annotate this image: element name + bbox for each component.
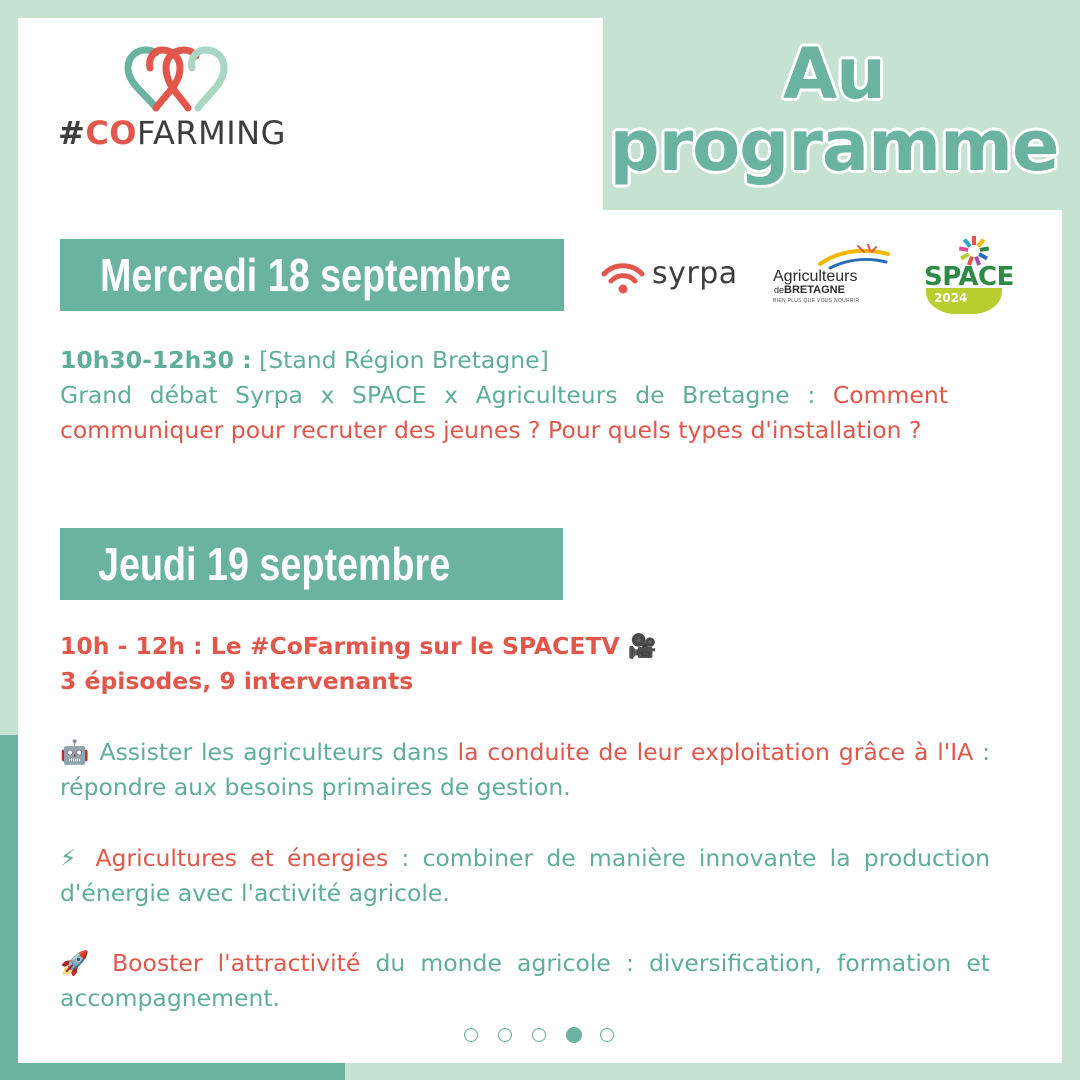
pagination-dot-2[interactable] xyxy=(498,1028,512,1042)
syrpa-wordmark: syrpa xyxy=(652,256,738,291)
carousel-pagination xyxy=(464,1027,624,1047)
background-accent-left xyxy=(0,735,18,1080)
wifi-icon xyxy=(600,256,646,300)
day1-banner: Mercredi 18 septembre xyxy=(60,239,564,311)
day2-banner: Jeudi 19 septembre xyxy=(60,528,563,600)
space-wordmark: SPACE xyxy=(924,262,1014,292)
syrpa-logo xyxy=(600,256,740,300)
day1-description xyxy=(60,343,948,448)
camera-icon: 🎥 xyxy=(627,632,658,660)
day1-question: Comment communiquer pour recruter des jeunes ? Pour quels types d'installation ? xyxy=(60,381,948,444)
robot-icon: 🤖 xyxy=(60,738,91,766)
day2-line1: 10h - 12h : Le #CoFarming sur le SPACETV xyxy=(60,632,620,660)
pagination-dot-4[interactable] xyxy=(566,1027,582,1043)
space-year-badge: 2024 xyxy=(926,288,1002,314)
list-item-attractivity: 🚀 Booster l'attractivité du monde agricole : diversification, formation et accompagnement. xyxy=(60,949,990,1012)
background-accent-bottom xyxy=(0,1063,345,1080)
agriculteurs-bretagne-logo: Agriculteurs deBRETAGNE BIEN PLUS QUE VOUS NOURRIR xyxy=(770,244,895,308)
rocket-icon: 🚀 xyxy=(60,949,97,977)
day2-headline xyxy=(60,629,990,699)
list-item-ai: 🤖 Assister les agriculteurs dans la conduite de leur exploitation grâce à l'IA : répondre aux besoins primaires de gestion. xyxy=(60,738,990,801)
day1-time: 10h30-12h30 : xyxy=(60,346,252,374)
list-item-energy: ⚡ Agricultures et énergies : combiner de manière innovante la production d'énergie avec l'activité agricole. xyxy=(60,844,990,907)
cofarming-logo xyxy=(58,46,298,166)
title-line-1: Au xyxy=(782,33,885,115)
pagination-dot-1[interactable] xyxy=(464,1028,478,1042)
day1-place: [Stand Région Bretagne] xyxy=(251,346,549,374)
day1-debate: Grand débat Syrpa x SPACE x Agriculteurs de Bretagne : xyxy=(60,381,816,409)
title-line-2: programme xyxy=(609,105,1059,187)
logo-wordmark: #COFARMING xyxy=(58,114,286,152)
page-title xyxy=(606,33,1062,187)
hearts-logo-icon xyxy=(116,46,286,116)
day2-line2: 3 épisodes, 9 intervenants xyxy=(60,667,414,695)
space-2024-logo xyxy=(920,236,1024,316)
pagination-dot-5[interactable] xyxy=(600,1028,614,1042)
pagination-dot-3[interactable] xyxy=(532,1028,546,1042)
lightning-icon: ⚡ xyxy=(60,844,83,872)
